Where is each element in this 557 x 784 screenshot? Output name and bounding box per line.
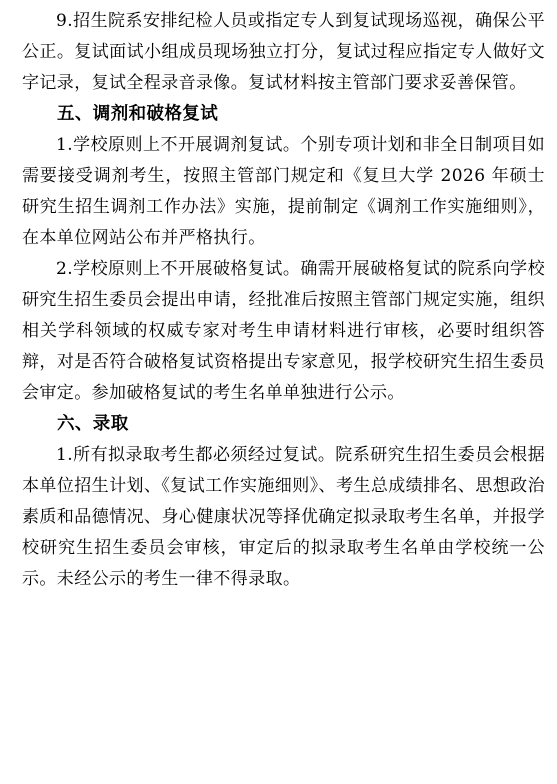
- section-heading-admission: 六、录取: [57, 414, 129, 434]
- section-heading-adjustment-exceptional-retest: 五、调剂和破格复试: [57, 104, 219, 124]
- paragraph-item-9: 9.招生院系安排纪检人员或指定专人到复试现场巡视，确保公平公正。复试面试小组成员现场独立打分，复试过程应指定专人做好文字记录，复试全程录音录像。复试材料按主管部门要求妥善保管。: [22, 11, 545, 93]
- paragraph-admission-item-1: 1.所有拟录取考生都必须经过复试。院系研究生招生委员会根据本单位招生计划、《复试工作实施细则》、考生总成绩排名、思想政治素质和品德情况、身心健康状况等择优确定拟录取考生名单，并报学校研究生招生委员会审核，审定后的拟录取考生名单由学校统一公示。未经公示的考生一律不得录取。: [22, 445, 545, 589]
- paragraph-exceptional-retest: 2.学校原则上不开展破格复试。确需开展破格复试的院系向学校研究生招生委员会提出申请，经批准后按照主管部门规定实施，组织相关学科领域的权威专家对考生申请材料进行审核，必要时组织答辩，对是否符合破格复试资格提出专家意见，报学校研究生招生委员会审定。参加破格复试的考生名单单独进行公示。: [22, 259, 545, 403]
- paragraph-adjustment-retest: 1.学校原则上不开展调剂复试。个别专项计划和非全日制项目如需要接受调剂考生，按照主管部门规定和《复旦大学 2026 年硕士研究生招生调剂工作办法》实施，提前制定《调剂工作实施细则》，在本单位网站公布并严格执行。: [22, 135, 545, 248]
